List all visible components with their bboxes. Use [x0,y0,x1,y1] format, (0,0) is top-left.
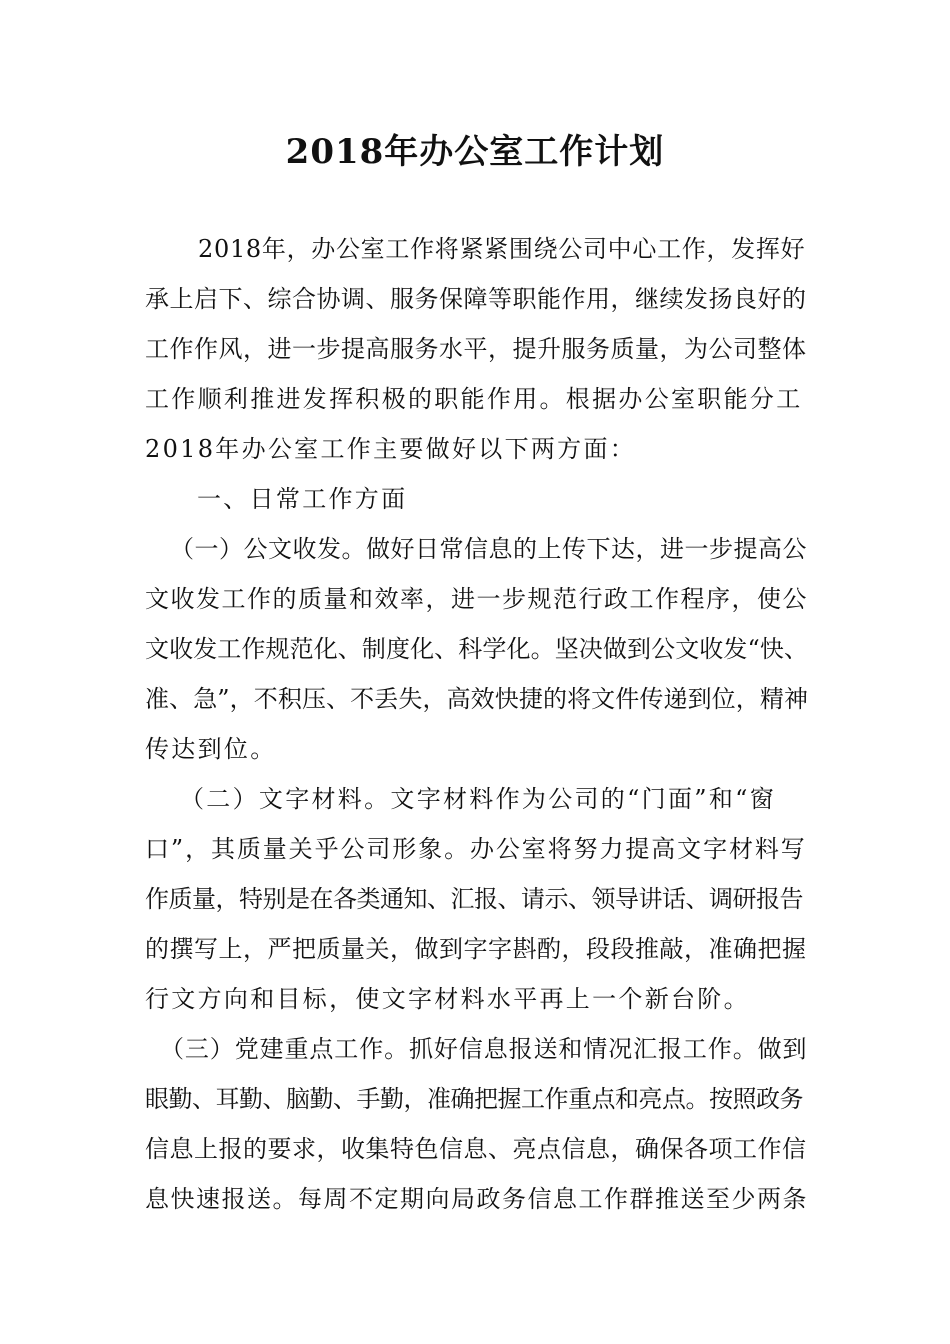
paragraph-line: 息快速报送。每周不定期向局政务信息工作群推送至少两条 [145,1185,808,1213]
paragraph-line: 传达到位。 [145,735,277,763]
paragraph-line: （三）党建重点工作。抓好信息报送和情况汇报工作。做到 [160,1035,808,1063]
paragraph-line: 工作作风，进一步提高服务水平，提升服务质量，为公司整体 [145,335,807,363]
paragraph-line: 的撰写上，严把质量关，做到字字斟酌，段段推敲，准确把握 [145,935,807,963]
section-heading: 一、日常工作方面 [197,485,408,513]
paragraph-line: 信息上报的要求，收集特色信息、亮点信息，确保各项工作信 [145,1135,807,1163]
paragraph-line: 文收发工作的质量和效率，进一步规范行政工作程序，使公 [145,585,808,613]
paragraph-line: 口”，其质量关乎公司形象。办公室将努力提高文字材料写 [145,835,807,863]
paragraph-line: 2018年，办公室工作将紧紧围绕公司中心工作，发挥好 [198,235,806,263]
paragraph-line: 工作顺利推进发挥积极的职能作用。根据办公室职能分工 [145,385,803,413]
paragraph-line: 作质量，特别是在各类通知、汇报、请示、领导讲话、调研报告 [145,885,803,913]
paragraph-line: （一）公文收发。做好日常信息的上传下达，进一步提高公 [170,535,807,563]
paragraph-line: 行文方向和目标，使文字材料水平再上一个新台阶。 [145,985,750,1013]
paragraph-line: （二）文字材料。文字材料作为公司的“门面”和“窗 [180,785,777,813]
paragraph-line: 2018年办公室工作主要做好以下两方面： [145,435,637,463]
paragraph-line: 准、急”，不积压、不丢失，高效快捷的将文件传递到位，精神 [145,685,809,713]
paragraph-line: 承上启下、综合协调、服务保障等职能作用，继续发扬良好的 [145,285,807,313]
document-title: 2018年办公室工作计划 [285,132,665,172]
paragraph-line: 眼勤、耳勤、脑勤、手勤，准确把握工作重点和亮点。按照政务 [145,1085,803,1113]
paragraph-line: 文收发工作规范化、制度化、科学化。坚决做到公文收发“快、 [145,635,809,663]
